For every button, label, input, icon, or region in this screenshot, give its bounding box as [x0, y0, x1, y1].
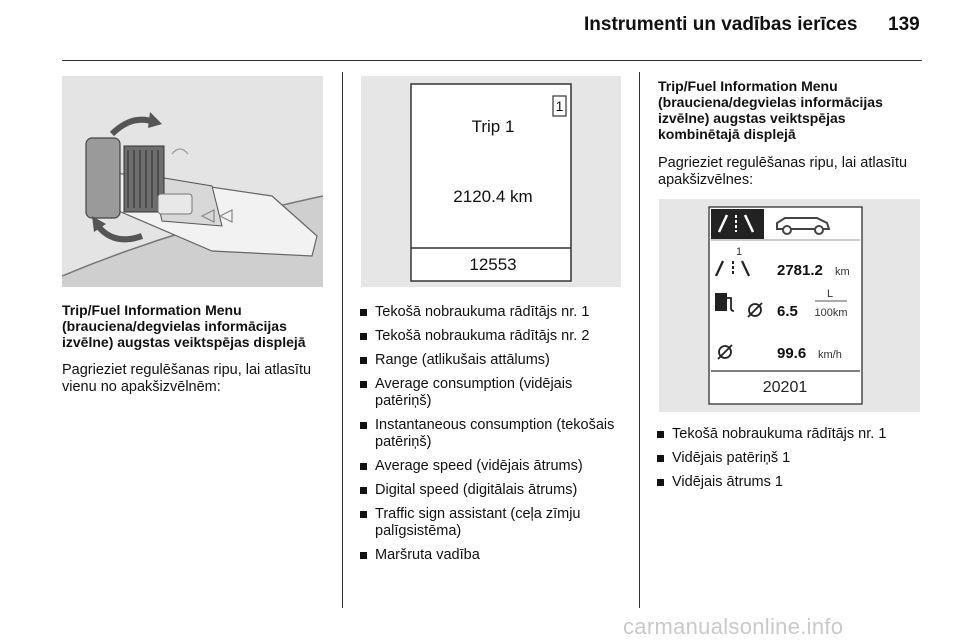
list-item: Vidējais patēriņš 1: [655, 450, 925, 467]
trip-index: 1: [736, 246, 743, 258]
list-item: Vidējais ātrums 1: [655, 474, 925, 491]
speed-value: 99.6: [777, 345, 807, 362]
consumption-value: 6.5: [777, 303, 798, 320]
combined-odometer-value: 20201: [762, 379, 808, 396]
instruction-text-1: Pagrieziet regulēšanas ripu, lai atlasītu vienu no apakšizvēlnēm:: [62, 362, 312, 395]
trip-distance-value: 2781.2: [777, 262, 823, 279]
column-divider-2: [639, 72, 640, 608]
list-item: Tekošā nobraukuma rādītājs nr. 1: [358, 304, 628, 321]
trip-display-drawing: [361, 76, 621, 287]
consumption-unit-top: L: [826, 288, 834, 300]
submenu-list: [358, 304, 628, 571]
list-item: Instantaneous consumption (tekošais patēriņš): [358, 417, 628, 451]
header-divider: [62, 60, 922, 61]
combined-display-drawing: [659, 199, 920, 412]
trip-distance-unit: km: [835, 266, 850, 278]
list-item: Maršruta vadība: [358, 547, 628, 564]
speed-unit: km/h: [818, 349, 842, 361]
trip-badge: 1: [555, 98, 564, 114]
list-item: Range (atlikušais attālums): [358, 352, 628, 369]
page-number: 139: [888, 14, 920, 35]
trip-title: Trip 1: [471, 117, 515, 136]
page-header-title: Instrumenti un vadības ierīces: [584, 14, 858, 35]
list-item: Tekošā nobraukuma rādītājs nr. 2: [358, 328, 628, 345]
trip-display-illustration: [361, 76, 621, 287]
column-divider-1: [342, 72, 343, 608]
trip-distance: 2120.4 km: [453, 187, 533, 206]
list-item: Traffic sign assistant (ceļa zīmju palīgsistēma): [358, 506, 628, 540]
list-item: Average speed (vidējais ātrums): [358, 458, 628, 475]
list-item: Digital speed (digitālais ātrums): [358, 482, 628, 499]
section-heading-high-display: Trip/Fuel Information Menu (brauciena/degvielas informācijas izvēlne) augstas veiktspējas displejā: [62, 302, 306, 350]
control-stalk-illustration: [62, 76, 323, 287]
list-item: Tekošā nobraukuma rādītājs nr. 1: [655, 426, 925, 443]
combined-submenu-list: [655, 426, 925, 498]
combined-display-illustration: [659, 199, 920, 412]
control-stalk-drawing: [62, 76, 323, 287]
odometer-value: 12553: [469, 255, 517, 274]
section-heading-combined-display: Trip/Fuel Information Menu (brauciena/degvielas informācijas izvēlne) augstas veiktspējas kombinētajā displejā: [658, 78, 883, 142]
instruction-text-3: Pagrieziet regulēšanas ripu, lai atlasītu apakšizvēlnes:: [658, 155, 908, 188]
consumption-unit-bottom: 100km: [814, 307, 848, 319]
watermark: carmanualsonline.info: [623, 614, 844, 639]
list-item: Average consumption (vidējais patēriņš): [358, 376, 628, 410]
